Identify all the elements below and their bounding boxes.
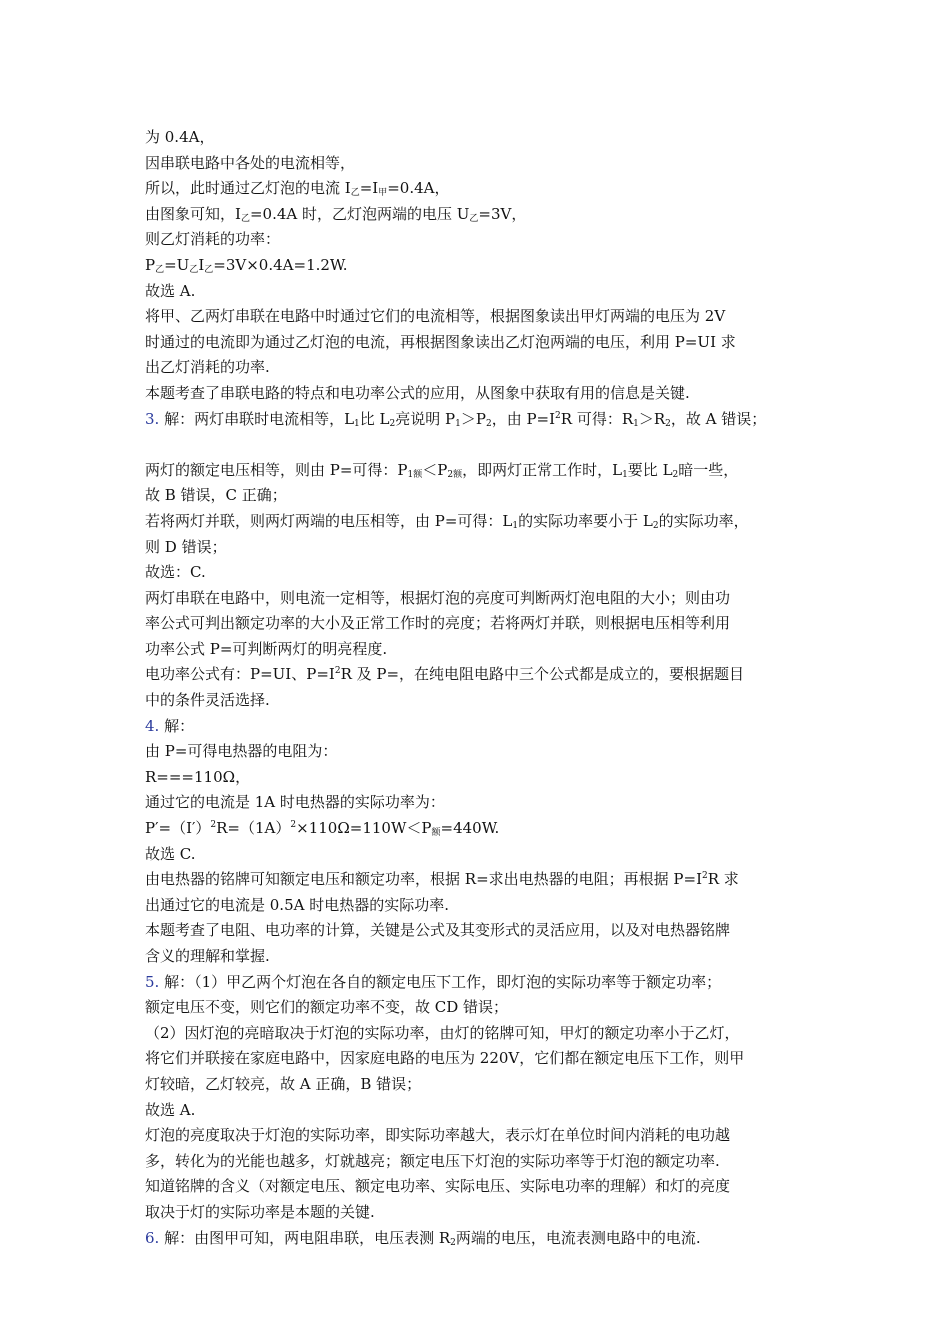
text-line: 将它们并联接在家庭电路中，因家庭电路的电压为 220V，它们都在额定电压下工作，则甲 xyxy=(145,1049,745,1068)
text-line: 时通过的电流即为通过乙灯泡的电流，再根据图象读出乙灯泡两端的电压，利用 P=UI 求 xyxy=(145,332,736,351)
question-number: 6. xyxy=(145,1228,160,1247)
question-number: 3. xyxy=(145,409,160,428)
text-line: 由电热器的铭牌可知额定电压和额定功率，根据 R=求出电热器的电阻；再根据 $P=I^2R$ 求 xyxy=(145,870,739,889)
question-4-header: 4. 解： xyxy=(145,716,195,735)
answer-line: 故选 C. xyxy=(145,844,196,863)
text-line: 电功率公式有：P=UI、$P=I^2R$ 及 P=，在纯电阻电路中三个公式都是成立的，要根据题目 xyxy=(145,665,745,684)
text-line: 则 D 错误； xyxy=(145,537,227,556)
text-line: 中的条件灵活选择. xyxy=(145,691,270,710)
answer-line: 故选：C. xyxy=(145,563,206,582)
text-line: 功率公式 P=可判断两灯的明亮程度. xyxy=(145,639,388,658)
text-line: 灯泡的亮度取决于灯泡的实际功率，即实际功率越大，表示灯在单位时间内消耗的电功越 xyxy=(145,1126,731,1145)
text-line: 因串联电路中各处的电流相等， xyxy=(145,153,356,172)
text-line: 知道铭牌的含义（对额定电压、额定电功率、实际电压、实际电功率的理解）和灯的亮度 xyxy=(145,1177,731,1196)
question-number: 5. xyxy=(145,972,160,991)
text-line: 通过它的电流是 1A 时电热器的实际功率为： xyxy=(145,793,445,812)
text-line: 故 B 错误，C 正确； xyxy=(145,486,287,505)
formula-line: $P_乙=U_乙I_乙=3V\times 0.4A=1.2W$. xyxy=(145,255,348,275)
text-line: 两灯的额定电压相等，则由 P=可得：$P_{1额}<P_{2额}$，即两灯正常工作时，$L_1$要比 $L_2$暗一些， xyxy=(145,460,739,480)
answer-line: 故选 A. xyxy=(145,1100,196,1119)
text-line: 本题考查了电阻、电功率的计算，关键是公式及其变形式的灵活应用，以及对电热器铭牌 xyxy=(145,921,731,940)
question-3-header: 3. 解：两灯串联时电流相等，$L_1$比 $L_2$亮说明 $P_1>P_2$，由 $P=I^2R$ 可得：$R_1>R_2$，故 A 错误； xyxy=(145,409,767,429)
text-line: 出通过它的电流是 0.5A 时电热器的实际功率. xyxy=(145,895,449,914)
text-line: 含义的理解和掌握. xyxy=(145,947,270,965)
text-line: 为 0.4A， xyxy=(145,128,215,146)
text-line: 取决于灯的实际功率是本题的关键. xyxy=(145,1202,375,1221)
text-line: 率公式可判出额定功率的大小及正常工作时的亮度；若将两灯并联，则根据电压相等利用 xyxy=(145,614,731,633)
text-line: 本题考查了串联电路的特点和电功率公式的应用，从图象中获取有用的信息是关键. xyxy=(145,383,690,402)
answer-line: 故选 A. xyxy=(145,281,196,300)
text-line: 所以，此时通过乙灯泡的电流 $I_乙=I_甲=0.4A$， xyxy=(145,179,450,199)
text-line: 若将两灯并联，则两灯两端的电压相等，由 P=可得：$L_1$的实际功率要小于 $L_2$的实际功率， xyxy=(145,511,749,531)
text-line: 将甲、乙两灯串联在电路中时通过它们的电流相等，根据图象读出甲灯两端的电压为 2V xyxy=(145,307,726,326)
text-line: 灯较暗，乙灯较亮，故 A 正确，B 错误； xyxy=(145,1074,422,1093)
formula-line: $P'=(I')^2R=(1A)^2\times 110\Omega=110W<P_额=440W$. xyxy=(145,819,500,839)
question-number: 4. xyxy=(145,716,160,735)
question-6-header: 6. 解：由图甲可知，两电阻串联，电压表测 $R_2$两端的电压，电流表测电路中的电流. xyxy=(145,1228,701,1248)
text-line: 由图象可知，$I_乙=0.4A$ 时，乙灯泡两端的电压 $U_乙=3V$， xyxy=(145,204,527,224)
solution-text xyxy=(145,125,805,1251)
blank-line xyxy=(145,432,805,458)
text-line: 则乙灯消耗的功率： xyxy=(145,230,281,249)
text-line: 额定电压不变，则它们的额定功率不变，故 CD 错误； xyxy=(145,998,509,1017)
text-line: 两灯串联在电路中，则电流一定相等，根据灯泡的亮度可判断两灯泡电阻的大小；则由功 xyxy=(145,588,731,607)
text-line: 多，转化为的光能也越多，灯就越亮；额定电压下灯泡的实际功率等于灯泡的额定功率. xyxy=(145,1151,720,1170)
question-5-header: 5. 解：（1）甲乙两个灯泡在各自的额定电压下工作，即灯泡的实际功率等于额定功率； xyxy=(145,972,722,991)
text-line: （2）因灯泡的亮暗取决于灯泡的实际功率，由灯的铭牌可知，甲灯的额定功率小于乙灯， xyxy=(145,1023,740,1042)
formula-line: R===110Ω， xyxy=(145,767,251,786)
text-line: 由 P=可得电热器的电阻为： xyxy=(145,742,338,761)
text-line: 出乙灯消耗的功率. xyxy=(145,358,270,377)
